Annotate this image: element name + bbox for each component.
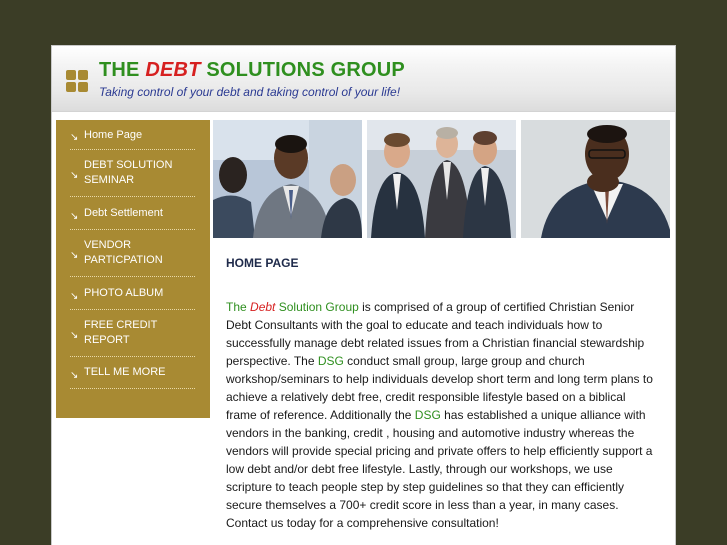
brand-debt: Debt [250, 300, 276, 314]
sidebar-item-photo-album[interactable] [70, 286, 195, 310]
sidebar-item-tell-me-more[interactable] [70, 365, 195, 389]
sidebar-item-label: REPORT [84, 334, 130, 346]
page-container [51, 45, 676, 545]
brand-dsg: DSG [414, 408, 441, 422]
sidebar-nav [56, 120, 210, 418]
paragraph-text: conduct small group, large group and church workshop/seminars to help individuals develop short term and long term plans to achieve a relatively debt free, credit responsible lifestyle based on a biblical frame of reference. Additionally the [226, 354, 653, 422]
arrow-down-right-icon: ↘ [70, 291, 79, 302]
sidebar-item-free-credit-report[interactable] [70, 318, 195, 357]
sidebar-item-label: PHOTO ALBUM [84, 287, 164, 299]
site-header [52, 46, 676, 112]
intro-paragraph [226, 298, 658, 532]
sidebar-item-label: SEMINAR [84, 174, 135, 186]
sidebar-item-home-page[interactable] [70, 128, 195, 150]
sidebar-item-label: Home Page [84, 129, 143, 141]
site-title-debt: DEBT [145, 59, 201, 81]
arrow-down-right-icon: ↘ [70, 170, 79, 181]
main-content [226, 256, 658, 532]
arrow-down-right-icon: ↘ [70, 250, 79, 261]
sidebar-item-label: PARTICPATION [84, 254, 163, 266]
brand-solution-group: Solution Group [278, 300, 359, 314]
site-title[interactable] [99, 59, 405, 82]
site-title-rest: SOLUTIONS GROUP [206, 59, 405, 81]
arrow-down-right-icon: ↘ [70, 132, 79, 143]
sidebar-item-debt-settlement[interactable] [70, 206, 195, 230]
page-title: HOME PAGE [226, 256, 299, 270]
arrow-down-right-icon: ↘ [70, 370, 79, 381]
sidebar-item-label: FREE CREDIT [84, 319, 158, 331]
site-title-the: THE [99, 59, 140, 81]
sidebar-item-label: DEBT SOLUTION [84, 159, 173, 171]
photo-businessmen-meeting [213, 120, 362, 238]
site-tagline: Taking control of your debt and taking control of your life! [99, 85, 401, 99]
paragraph-text: is comprised of a group of certified Christian Senior Debt Consultants with the goal to educate and teach individuals how to successfully manage debt related issues from a Christian financial stewardship perspective. The [226, 300, 645, 368]
four-squares-icon [66, 70, 88, 92]
sidebar-item-label: TELL ME MORE [84, 366, 166, 378]
sidebar-item-debt-solution-seminar[interactable] [70, 158, 195, 197]
arrow-down-right-icon: ↘ [70, 330, 79, 341]
sidebar-item-vendor-particpation[interactable] [70, 238, 195, 277]
brand-the: The [226, 300, 247, 314]
photo-three-businessmen [367, 120, 516, 238]
arrow-down-right-icon: ↘ [70, 211, 79, 222]
photo-thinking-man [521, 120, 670, 238]
brand-dsg: DSG [317, 354, 344, 368]
sidebar-item-label: Debt Settlement [84, 207, 163, 219]
header-photo-strip [213, 120, 672, 238]
paragraph-text: has established a unique alliance with vendors in the banking, credit , housing and automotive industry whereas the vendors will provide special pricing and private offers to help efficiently support a low debt and/or debt free lifestyle. Lastly, through our workshops, we use scripture to teach people step by step guidelines so that they can efficiently secure themselves a 700+ credit score in less than a year, in many cases. Contact us today for a comprehensive consultation! [226, 408, 653, 530]
sidebar-item-label: VENDOR [84, 239, 132, 251]
